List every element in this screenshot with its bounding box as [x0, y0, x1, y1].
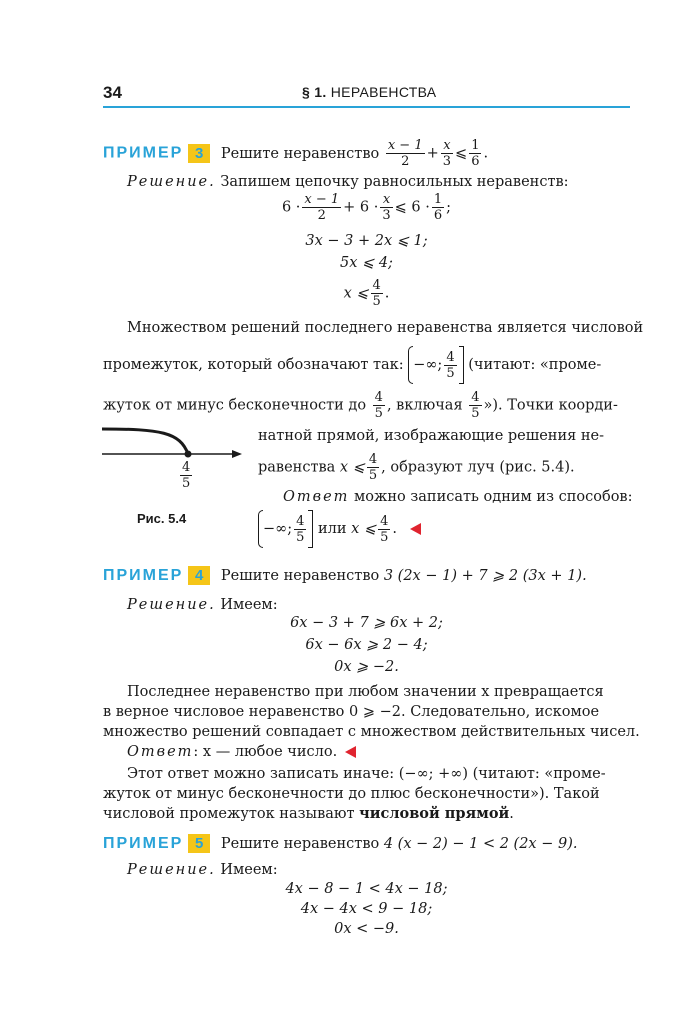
example-label: ПРИМЕР — [103, 835, 184, 852]
answer-forms: −∞; $\frac{4}{5}$ или x ⩽ $\frac{4}{5}$ . — [258, 510, 421, 548]
end-marker-icon — [410, 523, 421, 535]
paragraph-line: Последнее неравенство при любом значении x превращается — [127, 684, 604, 700]
example-number: 4 — [188, 566, 210, 585]
example-number: 3 — [188, 144, 210, 163]
solution-ray — [102, 429, 188, 454]
example-number: 5 — [188, 834, 210, 853]
paragraph-line: Множеством решений последнего неравенства является числовой — [127, 320, 644, 336]
number-line-figure — [100, 420, 245, 500]
section-mark: § 1. — [302, 84, 327, 100]
paragraph-line: в верное числовое неравенство 0 ⩾ −2. Следовательно, искомое — [103, 704, 600, 720]
endpoint-dot — [185, 451, 192, 458]
paragraph-line: равенства x ⩽ $\frac{4}{5}$ , образуют луч (рис. 5.4). — [258, 452, 575, 483]
figure-caption: Рис. 5.4 — [137, 511, 187, 526]
paragraph-line: множество решений совпадает с множеством действительных чисел. — [103, 724, 640, 740]
page-number: 34 — [103, 83, 122, 102]
header-rule — [103, 106, 630, 108]
math-line: 6 · $\frac{x - 1}{2}$ + 6 · $\frac{x}{3}$ ⩽ 6 · $\frac{1}{6}$ ; — [281, 192, 452, 223]
paragraph-line: натной прямой, изображающие решения не- — [258, 428, 605, 444]
paragraph-line: жуток от минус бесконечности до $\frac{4}{5}$ , включая $\frac{4}{5}$ »). Точки коорди- — [103, 390, 618, 421]
paragraph-line: Этот ответ можно записать иначе: (−∞; +∞) (читают: «проме- — [127, 766, 606, 782]
example-task: Решите неравенство — [220, 145, 380, 162]
math-line: 5x ⩽ 4; — [340, 255, 393, 271]
example-3-heading: ПРИМЕР 3 Решите неравенство $\frac{x - 1}{2}$ + $\frac{x}{3}$ ⩽ $\frac{1}{6}$ . — [103, 138, 489, 169]
solution-intro: Решение. Имеем: — [127, 862, 278, 878]
end-marker-icon — [345, 746, 356, 758]
answer-line: Ответ можно записать одним из способов: — [283, 489, 633, 505]
solution-intro: Решение. Имеем: — [127, 597, 278, 613]
math-line: 6x − 6x ⩾ 2 − 4; — [305, 637, 428, 653]
section-title: НЕРАВЕНСТВА — [330, 84, 437, 100]
axis-arrow-icon — [232, 450, 242, 458]
fraction: $\frac{x - 1}{2}$ — [387, 138, 423, 169]
term-highlight: числовой прямой — [359, 805, 510, 822]
running-header — [302, 84, 436, 100]
math-line: 4x − 8 − 1 < 4x − 18; — [285, 881, 448, 897]
tick-label: $\frac{4}{5}$ — [182, 460, 191, 491]
paragraph-line: промежуток, который обозначают так: −∞; $\frac{4}{5}$ (читают: «проме- — [103, 346, 601, 384]
math-line: 0x ⩾ −2. — [334, 659, 399, 675]
example-4-heading: ПРИМЕР 4 Решите неравенство 3 (2x − 1) + 7 ⩾ 2 (3x + 1). — [103, 567, 587, 584]
math-line: 0x < −9. — [334, 921, 399, 937]
math-line: 3x − 3 + 2x ⩽ 1; — [305, 233, 428, 249]
fraction: $\frac{x}{3}$ — [442, 138, 452, 169]
example-label: ПРИМЕР — [103, 144, 184, 162]
example-5-heading: ПРИМЕР 5 Решите неравенство 4 (x − 2) − 1 < 2 (2x − 9). — [103, 835, 578, 852]
math-line: 6x − 3 + 7 ⩾ 6x + 2; — [290, 615, 443, 631]
answer-line: Ответ: x — любое число. — [127, 742, 356, 762]
paragraph-line: жуток от минус бесконечности до плюс бесконечности»). Такой — [103, 786, 600, 802]
example-label: ПРИМЕР — [103, 567, 184, 584]
fraction: $\frac{1}{6}$ — [471, 138, 480, 169]
paragraph-line: числовой промежуток называют числовой прямой. — [103, 805, 514, 822]
solution-intro: Решение. Запишем цепочку равносильных неравенств: — [127, 174, 569, 190]
math-line: x ⩽ $\frac{4}{5}$ . — [343, 278, 390, 309]
math-line: 4x − 4x < 9 − 18; — [300, 901, 433, 917]
